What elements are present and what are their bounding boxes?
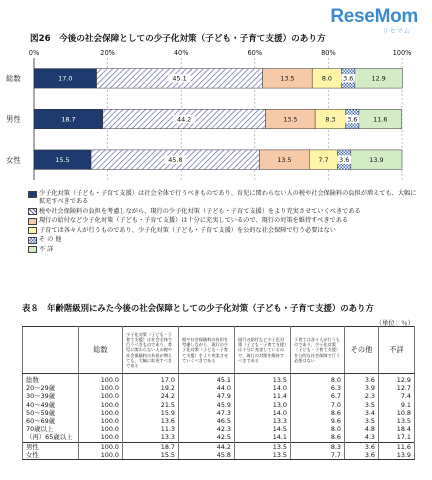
table-cell: 7.7	[291, 451, 345, 460]
data-label: 3.6	[347, 115, 358, 124]
table-cell: 3.6	[345, 442, 379, 451]
table-cell: 24.2	[123, 392, 179, 400]
table-cell: 47.3	[179, 409, 235, 417]
table-cell: 13.0	[235, 401, 291, 409]
column-header: 少子化対策（子ども・子育て支援）は社会全体で行うべきものであり、育児に関わらない人の税や社会保険料の負担が増えても、大幅に拡充すべきである	[123, 327, 179, 374]
table-cell: 13.6	[123, 417, 179, 425]
chart-legend	[28, 190, 418, 256]
table-cell: 42.5	[179, 433, 235, 442]
table-row	[23, 384, 415, 392]
table-cell: 3.6	[345, 451, 379, 460]
data-label: 8.3	[325, 115, 336, 124]
table-row	[23, 401, 415, 409]
legend-swatch	[28, 208, 37, 215]
legend-swatch	[28, 191, 37, 198]
row-label: 20～29歳	[23, 384, 79, 392]
data-label: 7.7	[318, 155, 329, 164]
table-cell: 8.0	[291, 374, 345, 385]
table-cell: 3.4	[345, 409, 379, 417]
row-label: 女性	[23, 451, 79, 460]
row-label: 40～49歳	[23, 401, 79, 409]
table-cell: 100.0	[79, 442, 123, 451]
table-cell: 14.0	[235, 409, 291, 417]
table-cell: 100.0	[79, 401, 123, 409]
data-label: 13.5	[280, 74, 295, 83]
data-label: 18.7	[61, 115, 76, 124]
legend-item	[28, 236, 418, 244]
legend-item	[28, 208, 418, 216]
x-tick-label: 100%	[392, 49, 412, 57]
column-header: 不詳	[379, 327, 415, 374]
data-label: 12.9	[371, 74, 386, 83]
legend-swatch	[28, 227, 37, 234]
legend-item	[28, 217, 418, 225]
table-cell: 100.0	[79, 425, 123, 433]
row-label: 60～69歳	[23, 417, 79, 425]
table-cell: 4.8	[345, 425, 379, 433]
row-label: 50～59歳	[23, 409, 79, 417]
legend-label: 不 詳	[39, 245, 54, 253]
table-cell: 45.1	[179, 374, 235, 385]
table-row	[23, 433, 415, 442]
table-cell: 100.0	[79, 392, 123, 400]
legend-label: 現行の給付など少子化対策（子ども・子育て支援）は十分に充実しているので、現行の対策を維持すべきである	[39, 217, 349, 225]
stacked-bar-chart	[0, 0, 432, 190]
table-cell: 13.5	[235, 451, 291, 460]
table-title: 表８ 年齢階級別にみた今後の社会保障としての少子化対策（子ども・子育て支援）のあり方	[22, 303, 374, 313]
table-cell: 14.1	[235, 433, 291, 442]
table-cell: 44.0	[179, 384, 235, 392]
table-cell: 100.0	[79, 417, 123, 425]
table-cell: 100.0	[79, 409, 123, 417]
column-header: 現行の給付など少子化対策（子ども・子育て支援）は十分に充実しているので、現行の対策を維持すべきである	[235, 327, 291, 374]
table-cell: 47.9	[179, 392, 235, 400]
table-row	[23, 392, 415, 400]
table-row	[23, 374, 415, 385]
table-cell: 100.0	[79, 384, 123, 392]
table-cell: 18.7	[123, 442, 179, 451]
column-header: 子育ては各々人が行うものであり、少子化対策（子ども・子育て支援）を公的な社会保障で行う必要はない	[291, 327, 345, 374]
table-cell: 7.0	[291, 401, 345, 409]
legend-swatch	[28, 246, 37, 253]
table-cell: 18.4	[379, 425, 415, 433]
table-cell: 11.3	[123, 425, 179, 433]
table-cell: 15.5	[123, 451, 179, 460]
table-row	[23, 425, 415, 433]
table-row	[23, 417, 415, 425]
table-cell: 9.1	[379, 401, 415, 409]
column-header: 税や社会保険料の負担を考慮しながら、現行の少子化対策（子ども・子育て支援）をより充実させていくべきである	[179, 327, 235, 374]
brand-subtitle: リセマム	[382, 27, 410, 35]
data-label: 45.8	[168, 155, 183, 164]
table-unit: （単位：％）	[375, 319, 414, 327]
table-cell: 3.5	[345, 417, 379, 425]
x-tick-label: 0%	[28, 49, 40, 57]
table-cell: 10.8	[379, 409, 415, 417]
table-cell: 11.4	[235, 392, 291, 400]
row-label: 総数	[23, 374, 79, 385]
column-header	[23, 327, 79, 374]
x-tick-label: 80%	[321, 49, 336, 57]
table-cell: 13.5	[235, 374, 291, 385]
legend-label: そ の 他	[39, 236, 62, 244]
table-cell: 8.3	[291, 442, 345, 451]
legend-item	[28, 246, 418, 254]
table-cell: 6.7	[291, 392, 345, 400]
table-row	[23, 442, 415, 451]
table-cell: 46.5	[179, 417, 235, 425]
category-label: 女性	[6, 155, 21, 165]
table-cell: 13.5	[379, 417, 415, 425]
data-label: 15.5	[55, 155, 70, 164]
table-cell: 9.6	[291, 417, 345, 425]
table-cell: 3.6	[345, 374, 379, 385]
legend-label: 税や社会保険料の負担を考慮しながら、現行の少子化対策（子ども・子育て支援）をより充実させていくべきである	[39, 207, 361, 215]
table-cell: 7.4	[379, 392, 415, 400]
data-label: 13.9	[369, 155, 384, 164]
x-tick-label: 40%	[173, 49, 189, 57]
table-cell: 45.9	[179, 401, 235, 409]
table-cell: 13.5	[235, 442, 291, 451]
category-label: 総数	[6, 73, 21, 83]
row-label: 70歳以上	[23, 425, 79, 433]
table-cell: 100.0	[79, 374, 123, 385]
legend-swatch	[28, 237, 37, 244]
column-header: 総数	[79, 327, 123, 374]
data-label: 17.0	[58, 74, 73, 83]
table-cell: 15.9	[123, 409, 179, 417]
table-cell: 3.9	[345, 384, 379, 392]
chart-title: 図26 今後の社会保障としての少子化対策（子ども・子育て支援）のあり方	[30, 34, 326, 44]
legend-item	[28, 190, 418, 206]
category-label: 男性	[6, 114, 21, 124]
legend-label: 少子化対策（子ども・子育て支援）は社会全体で行うべきものであり、育児に関わらない人の税や社会保険料の負担が増えても、大幅に拡充すべきである	[39, 190, 417, 205]
legend-swatch	[28, 218, 37, 225]
data-label: 3.6	[343, 74, 354, 83]
data-label: 13.5	[283, 115, 298, 124]
column-header: その他	[345, 327, 379, 374]
data-label: 3.6	[339, 155, 350, 164]
legend-item	[28, 227, 418, 235]
table-cell: 44.2	[179, 442, 235, 451]
x-tick-label: 20%	[100, 49, 115, 57]
table-cell: 14.0	[235, 384, 291, 392]
table-cell: 17.1	[379, 433, 415, 442]
row-label: 30～39歳	[23, 392, 79, 400]
table-cell: 14.5	[235, 425, 291, 433]
legend-label: 子育ては各々人が行うものであり、少子化対策（子ども・子育て支援）を公的な社会保障で行う必要はない	[39, 226, 336, 234]
table-cell: 6.3	[291, 384, 345, 392]
table-cell: 8.6	[291, 409, 345, 417]
data-label: 44.2	[177, 115, 192, 124]
table-cell: 2.3	[345, 392, 379, 400]
table-cell: 100.0	[79, 451, 123, 460]
table-cell: 4.3	[345, 433, 379, 442]
data-label: 8.0	[321, 74, 333, 83]
table-cell: 45.8	[179, 451, 235, 460]
table-cell: 11.6	[379, 442, 415, 451]
table-cell: 13.9	[379, 451, 415, 460]
table-cell: 19.2	[123, 384, 179, 392]
table-cell: 12.7	[379, 384, 415, 392]
row-label: （再）65歳以上	[23, 433, 79, 442]
data-label: 45.1	[172, 74, 187, 83]
x-tick-label: 60%	[247, 49, 263, 57]
data-label: 13.5	[277, 155, 292, 164]
table-cell: 42.3	[179, 425, 235, 433]
table-cell: 21.5	[123, 401, 179, 409]
table-cell: 8.6	[291, 433, 345, 442]
data-label: 11.6	[373, 115, 388, 124]
table-cell: 8.0	[291, 425, 345, 433]
table-cell: 13.3	[123, 433, 179, 442]
data-table	[22, 326, 415, 460]
table-row	[23, 409, 415, 417]
table-cell: 17.0	[123, 374, 179, 385]
table-cell: 13.3	[235, 417, 291, 425]
table-cell: 100.0	[79, 433, 123, 442]
table-header-row	[23, 327, 415, 374]
row-label: 男性	[23, 442, 79, 451]
table-cell: 3.5	[345, 401, 379, 409]
brand-logo[interactable]: ReseMom	[330, 6, 418, 27]
table-cell: 12.9	[379, 374, 415, 385]
table-row	[23, 451, 415, 460]
